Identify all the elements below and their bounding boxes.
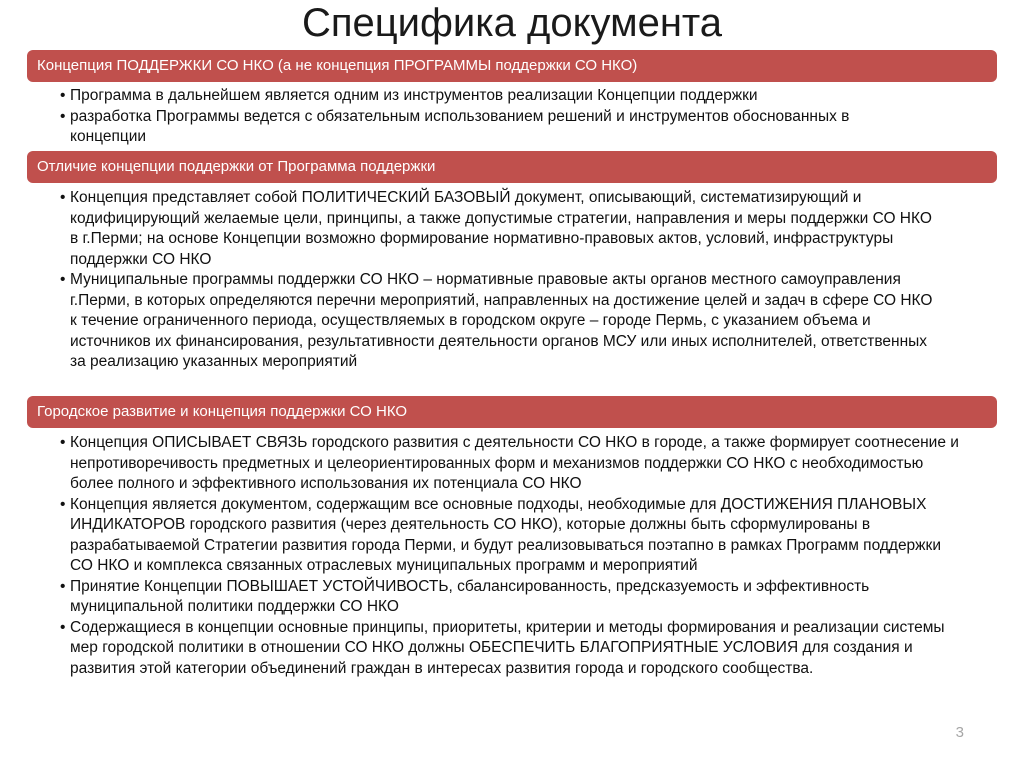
section-header-concept-vs-program: Отличие концепции поддержки от Программа поддержки — [27, 151, 997, 183]
bullet-item: • Содержащиеся в концепции основные принципы, приоритеты, критерии и методы формирования и реализации системы мер городской политики в отношении СО НКО должны ОБЕСПЕЧИТЬ БЛАГОПРИЯТНЫЕ УСЛОВИЯ для создания и развития этой категории объединений граждан в интересах развития города и городского сообщества. — [60, 618, 960, 680]
bullet-item: • Программа в дальнейшем является одним из инструментов реализации Концепции поддержки — [60, 86, 920, 107]
slide-title: Специфика документа — [301, 1, 723, 45]
bullet-item: • Концепция представляет собой ПОЛИТИЧЕСКИЙ БАЗОВЫЙ документ, описывающий, систематизирующий и кодифицирующий желаемые цели, принципы, а также допустимые стратегии, направления и меры поддержки СО НКО в г.Перми; на основе Концепции возможно формирование нормативно-правовых актов, условий, инфраструктуры поддержки СО НКО — [60, 188, 940, 270]
bullet-item: • Муниципальные программы поддержки СО НКО – нормативные правовые акты органов местного самоуправления г.Перми, в которых определяются перечни мероприятий, направленных на достижение целей и задач в сфере СО НКО к течение ограниченного периода, осуществляемых в городском округе – городе Пермь, с указанием объема и источников их финансирования, результативности деятельности органов МСУ или иных исполнителей, ответственных за реализацию указанных мероприятий — [60, 270, 940, 373]
section-bullets-urban-development — [60, 433, 960, 679]
bullet-item: • разработка Программы ведется с обязательным использованием решений и инструментов обоснованных в концепции — [60, 107, 920, 148]
bullet-item: • Концепция является документом, содержащим все основные подходы, необходимые для ДОСТИЖЕНИЯ ПЛАНОВЫХ ИНДИКАТОРОВ городского развития (через деятельность СО НКО), которые должны быть сформулированы в разрабатываемой Стратегии развития города Перми, и будут реализовываться поэтапно в рамках Программ поддержки СО НКО и комплекса связанных отраслевых муниципальных программ и мероприятий — [60, 495, 960, 577]
section-bullets-support-concept — [60, 86, 920, 148]
page-number: 3 — [955, 724, 964, 741]
section-header-urban-development: Городское развитие и концепция поддержки СО НКО — [27, 396, 997, 428]
bullet-item: • Принятие Концепции ПОВЫШАЕТ УСТОЙЧИВОСТЬ, сбалансированность, предсказуемость и эффективность муниципальной политики поддержки СО НКО — [60, 577, 960, 618]
section-bullets-concept-vs-program — [60, 188, 940, 373]
bullet-item: • Концепция ОПИСЫВАЕТ СВЯЗЬ городского развития с деятельности СО НКО в городе, а также формирует соотнесение и непротиворечивость предметных и целеориентированных форм и механизмов поддержки СО НКО с необходимостью более полного и эффективного использования их потенциала СО НКО — [60, 433, 960, 495]
section-header-support-concept: Концепция ПОДДЕРЖКИ СО НКО (а не концепция ПРОГРАММЫ поддержки СО НКО) — [27, 50, 997, 82]
